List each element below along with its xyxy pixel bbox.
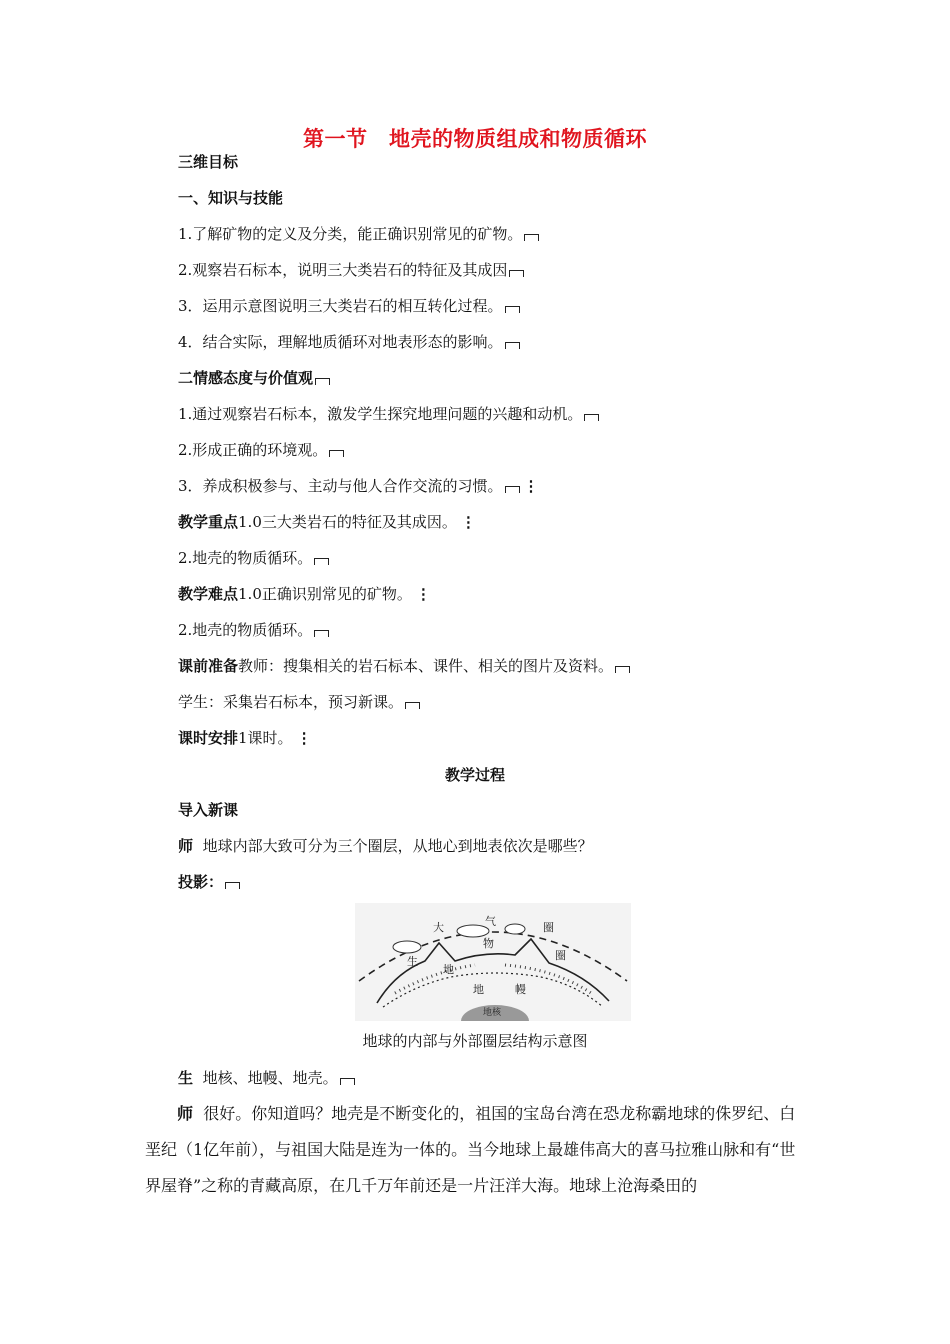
edit-mark-icon	[314, 558, 329, 565]
schedule: 课时安排1课时。 ⋮	[178, 729, 312, 747]
edit-mark-icon	[615, 666, 630, 673]
emotion-heading: 二情感态度与价值观	[178, 368, 330, 388]
difficult-point-2: 2.地壳的物质循环。	[178, 620, 329, 640]
edit-mark-icon	[505, 486, 520, 493]
dots-icon: ⋮	[415, 585, 431, 603]
edit-mark-icon	[505, 342, 520, 349]
intro-heading: 导入新课	[178, 801, 239, 819]
knowledge-item-4: 4．结合实际，理解地质循环对地表形态的影响。	[178, 332, 520, 352]
key-points: 教学重点1.0三大类岩石的特征及其成因。 ⋮	[178, 513, 476, 531]
label-man: 幔	[515, 983, 526, 996]
knowledge-item-1: 1.了解矿物的定义及分类，能正确识别常见的矿物。	[178, 224, 539, 244]
cloud-icon	[505, 924, 525, 934]
edit-mark-icon	[225, 882, 240, 889]
label-quan1: 圈	[543, 921, 554, 934]
label-core: 地核	[483, 1008, 502, 1018]
difficult-points: 教学难点1.0正确识别常见的矿物。 ⋮	[178, 585, 431, 603]
dots-icon: ⋮	[523, 477, 539, 495]
teacher-paragraph: 师 很好。你知道吗？地壳是不断变化的，祖国的宝岛台湾在恐龙称霸地球的侏罗纪、白垩纪（1亿年前），与祖国大陆是连为一体的。当今地球上最雄伟高大的喜马拉雅山脉和有“世界屋脊”之称的青藏高原，在几千万年前还是一片汪洋大海。地球上沧海桑田的	[145, 1104, 796, 1195]
knowledge-heading: 一、知识与技能	[178, 189, 284, 207]
edit-mark-icon	[524, 234, 539, 241]
teacher-question: 师 地球内部大致可分为三个圈层，从地心到地表依次是哪些？	[178, 837, 593, 855]
student-answer: 生 地核、地幔、地壳。	[178, 1068, 355, 1088]
earth-spheres-diagram	[355, 903, 631, 1021]
label-quan2: 圈	[555, 949, 566, 962]
edit-mark-icon	[405, 702, 420, 709]
process-heading: 教学过程	[444, 766, 505, 784]
label-di2: 地	[473, 983, 484, 996]
label-wu: 物	[483, 937, 494, 950]
knowledge-item-2: 2.观察岩石标本，说明三大类岩石的特征及其成因	[178, 260, 524, 280]
emotion-item-2: 2.形成正确的环境观。	[178, 440, 344, 460]
key-point-2: 2.地壳的物质循环。	[178, 548, 329, 568]
edit-mark-icon	[329, 450, 344, 457]
preparation-student: 学生：采集岩石标本，预习新课。	[178, 692, 420, 712]
edit-mark-icon	[584, 414, 599, 421]
label-di: 地	[443, 963, 454, 976]
dots-icon: ⋮	[296, 729, 312, 747]
dots-icon: ⋮	[460, 513, 476, 531]
label-qi: 气	[485, 915, 496, 928]
edit-mark-icon	[315, 378, 330, 385]
emotion-item-1: 1.通过观察岩石标本，激发学生探究地理问题的兴趣和动机。	[178, 404, 599, 424]
label-da: 大	[433, 921, 444, 934]
emotion-item-3: 3．养成积极参与、主动与他人合作交流的习惯。 ⋮	[178, 477, 539, 495]
figure-caption: 地球的内部与外部圈层结构示意图	[362, 1032, 588, 1050]
projection-label: 投影：	[178, 872, 240, 892]
edit-mark-icon	[340, 1078, 355, 1085]
knowledge-item-3: 3．运用示意图说明三大类岩石的相互转化过程。	[178, 296, 520, 316]
cloud-icon	[393, 941, 421, 953]
preparation: 课前准备教师：搜集相关的岩石标本、课件、相关的图片及资料。	[178, 656, 630, 676]
goals-heading: 三维目标	[178, 153, 239, 171]
edit-mark-icon	[314, 630, 329, 637]
edit-mark-icon	[505, 306, 520, 313]
edit-mark-icon	[509, 270, 524, 277]
label-sheng: 生	[407, 955, 418, 968]
page-title: 第一节 地壳的物质组成和物质循环	[303, 127, 647, 151]
